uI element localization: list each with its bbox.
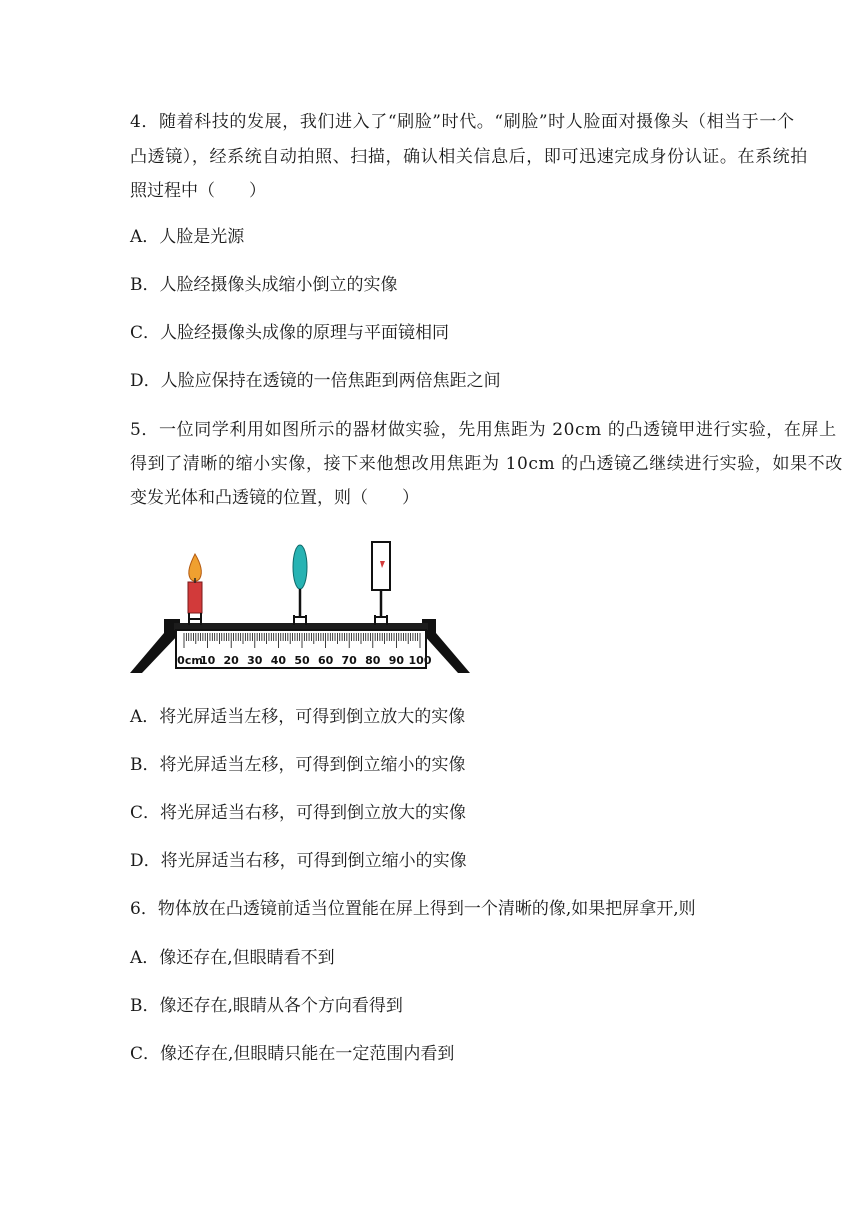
ruler-label: 40 xyxy=(270,654,287,667)
ruler-label: 50 xyxy=(294,654,310,667)
ruler-label: 20 xyxy=(223,654,239,667)
q4-option-b: B．人脸经摄像头成缩小倒立的实像 xyxy=(130,275,398,295)
q4-option-c: C．人脸经摄像头成像的原理与平面镜相同 xyxy=(130,323,450,343)
q4-stem-line-3: 照过程中（ ） xyxy=(130,181,266,201)
q6-option-a: A．像还存在,但眼睛看不到 xyxy=(130,948,335,968)
ruler-label: 0cm xyxy=(177,654,203,667)
q5-stem-line-3: 变发光体和凸透镜的位置，则（ ） xyxy=(130,488,419,508)
q5-stem-line-1: 5．一位同学利用如图所示的器材做实验，先用焦距为 20cm 的凸透镜甲进行实验，在屏上 xyxy=(130,420,837,440)
q5-stem-line-2: 得到了清晰的缩小实像，接下来他想改用焦距为 10cm 的凸透镜乙继续进行实验，如果不改 xyxy=(130,454,843,474)
ruler-label: 10 xyxy=(199,654,216,667)
candle-body xyxy=(188,582,202,613)
bench-rail xyxy=(174,623,428,630)
optical-bench-figure xyxy=(130,537,470,679)
ruler-label: 30 xyxy=(247,654,263,667)
ruler-label: 60 xyxy=(317,654,334,667)
q4-stem-line-1: 4．随着科技的发展，我们进入了“刷脸”时代。“刷脸”时人脸面对摄像头（相当于一个 xyxy=(130,112,795,132)
light-screen xyxy=(372,542,390,590)
q5-option-d: D．将光屏适当右移，可得到倒立缩小的实像 xyxy=(130,851,467,871)
q5-option-b: B．将光屏适当左移，可得到倒立缩小的实像 xyxy=(130,755,466,775)
q4-option-a: A．人脸是光源 xyxy=(130,227,245,247)
left-bench-leg xyxy=(130,619,180,673)
q4-stem-line-2: 凸透镜），经系统自动拍照、扫描，确认相关信息后，即可迅速完成身份认证。在系统拍 xyxy=(130,147,808,167)
candle-flame xyxy=(189,554,202,581)
ruler-label: 80 xyxy=(365,654,381,667)
q6-option-b: B．像还存在,眼睛从各个方向看得到 xyxy=(130,996,403,1016)
q5-option-c: C．将光屏适当右移，可得到倒立放大的实像 xyxy=(130,803,467,823)
ruler-label: 90 xyxy=(388,654,405,667)
q4-option-d: D．人脸应保持在透镜的一倍焦距到两倍焦距之间 xyxy=(130,371,501,391)
q6-option-c: C．像还存在,但眼睛只能在一定范围内看到 xyxy=(130,1044,455,1064)
q5-option-a: A．将光屏适当左移，可得到倒立放大的实像 xyxy=(130,707,466,727)
convex-lens xyxy=(293,545,307,589)
optical-bench-diagram xyxy=(130,537,470,679)
ruler-label: 70 xyxy=(341,654,357,667)
ruler-label: 100 xyxy=(408,654,432,667)
q6-stem-line-1: 6．物体放在凸透镜前适当位置能在屏上得到一个清晰的像,如果把屏拿开,则 xyxy=(130,899,696,919)
